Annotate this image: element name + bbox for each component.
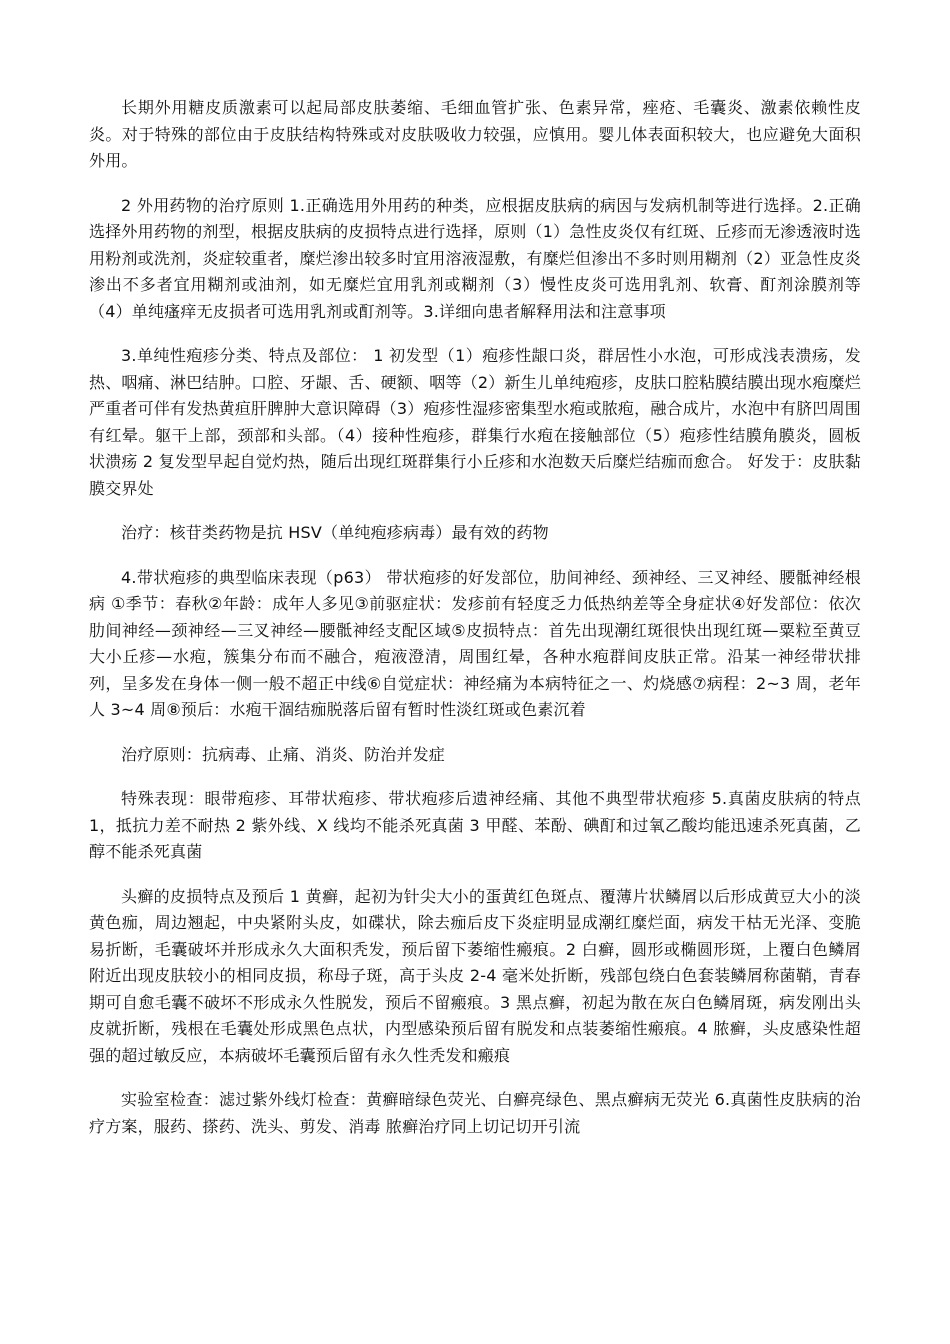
paragraph-tinea-capitis: 头癣的皮损特点及预后 1 黄癣，起初为针尖大小的蛋黄红色斑点、覆薄片状鳞屑以后形成黄豆大小的淡黄色痂，周边翘起，中央紧附头皮，如碟状，除去痂后皮下炎症明显成潮红糜烂面，病发干枯无光泽、变脆易折断，毛囊破坏并形成永久大面积秃发，预后留下萎缩性瘢痕。2 白癣，圆形或椭圆形斑，上覆白色鳞屑附近出现皮肤较小的相同皮损，称母子斑，高于头皮 2-4 毫米处折断，残部包绕白色套装鳞屑称菌鞘，青春期可自愈毛囊不破坏不形成永久性脱发，预后不留瘢痕。3 黑点癣，初起为散在灰白色鳞屑斑，病发刚出头皮就折断，残根在毛囊处形成黑色点状，内型感染预后留有脱发和点装萎缩性瘢痕。4 脓癣，头皮感染性超强的超过敏反应，本病破坏毛囊预后留有永久性秃发和瘢痕 (89, 886, 861, 1065)
paragraph-fungal-characteristics: 特殊表现：眼带疱疹、耳带状疱疹、带状疱疹后遗神经痛、其他不典型带状疱疹 5.真菌皮肤病的特点 1，抵抗力差不耐热 2 紫外线、X 线均不能杀死真菌 3 甲醛、苯酚、碘酊和过氧乙酸均能迅速杀死真菌，乙醇不能杀死真菌 (89, 789, 861, 861)
paragraph-herpes-zoster-treatment: 治疗原则：抗病毒、止痛、消炎、防治并发症 (121, 744, 446, 764)
paragraph-herpes-zoster-presentation: 4.带状疱疹的典型临床表现（p63） 带状疱疹的好发部位，肋间神经、颈神经、三叉神经、腰骶神经根病 ①季节：春秋②年龄：成年人多见③前驱症状：发疹前有轻度乏力低热纳差等全身症状④好发部位：依次肋间神经—颈神经—三叉神经—腰骶神经支配区域⑤皮损特点：首先出现潮红斑很快出现红斑—粟粒至黄豆大小丘疹—水疱，簇集分布而不融合，疱液澄清，周围红晕，各种水疱群间皮肤正常。沿某一神经带状排列，呈多发在身体一侧一般不超正中线⑥自觉症状：神经痛为本病特征之一、灼烧感⑦病程：2~3 周，老年人 3~4 周⑧预后：水疱干涸结痂脱落后留有暂时性淡红斑或色素沉着 (89, 567, 861, 719)
paragraph-topical-treatment-principles: 2 外用药物的治疗原则 1.正确选用外用药的种类，应根据皮肤病的病因与发病机制等进行选择。2.正确选择外用药物的剂型，根据皮肤病的皮损特点进行选择，原则（1）急性皮炎仅有红斑、丘疹而无渗透液时选用粉剂或洗剂，炎症较重者，糜烂渗出较多时宜用溶液湿敷，有糜烂但渗出不多时则用糊剂（2）亚急性皮炎渗出不多者宜用糊剂或油剂，如无糜烂宜用乳剂或糊剂（3）慢性皮炎可选用乳剂、软膏、酊剂涂膜剂等（4）单纯瘙痒无皮损者可选用乳剂或酊剂等。3.详细向患者解释用法和注意事项 (89, 195, 861, 321)
paragraph-herpes-simplex-classification: 3.单纯性疱疹分类、特点及部位： 1 初发型（1）疱疹性龈口炎，群居性小水泡，可形成浅表溃疡，发热、咽痛、淋巴结肿。口腔、牙龈、舌、硬额、咽等（2）新生儿单纯疱疹，皮肤口腔粘膜结膜出现水疱糜烂严重者可伴有发热黄疸肝脾肿大意识障碍（3）疱疹性湿疹密集型水疱或脓疱，融合成片，水泡中有脐凹周围有红晕。躯干上部，颈部和头部。（4）接种性疱疹，群集行水疱在接触部位（5）疱疹性结膜角膜炎，圆板状溃疡 2 复发型早起自觉灼热，随后出现红斑群集行小丘疹和水泡数天后糜烂结痂而愈合。 好发于：皮肤黏膜交界处 (89, 346, 861, 498)
paragraph-herpes-simplex-treatment: 治疗：核苷类药物是抗 HSV（单纯疱疹病毒）最有效的药物 (121, 523, 549, 542)
document-body (89, 95, 861, 1158)
paragraph-laboratory-and-therapy: 实验室检查：滤过紫外线灯检查：黄癣暗绿色荧光、白癣亮绿色、黑点癣病无荧光 6.真菌性皮肤病的治疗方案，服药、搽药、洗头、剪发、消毒 脓癣治疗同上切记切开引流 (89, 1090, 861, 1136)
paragraph-corticosteroid-side-effects: 长期外用糖皮质激素可以起局部皮肤萎缩、毛细血管扩张、色素异常，痤疮、毛囊炎、激素依赖性皮炎。对于特殊的部位由于皮肤结构特殊或对皮肤吸收力较强，应慎用。婴儿体表面积较大，也应避免大面积外用。 (89, 98, 861, 170)
